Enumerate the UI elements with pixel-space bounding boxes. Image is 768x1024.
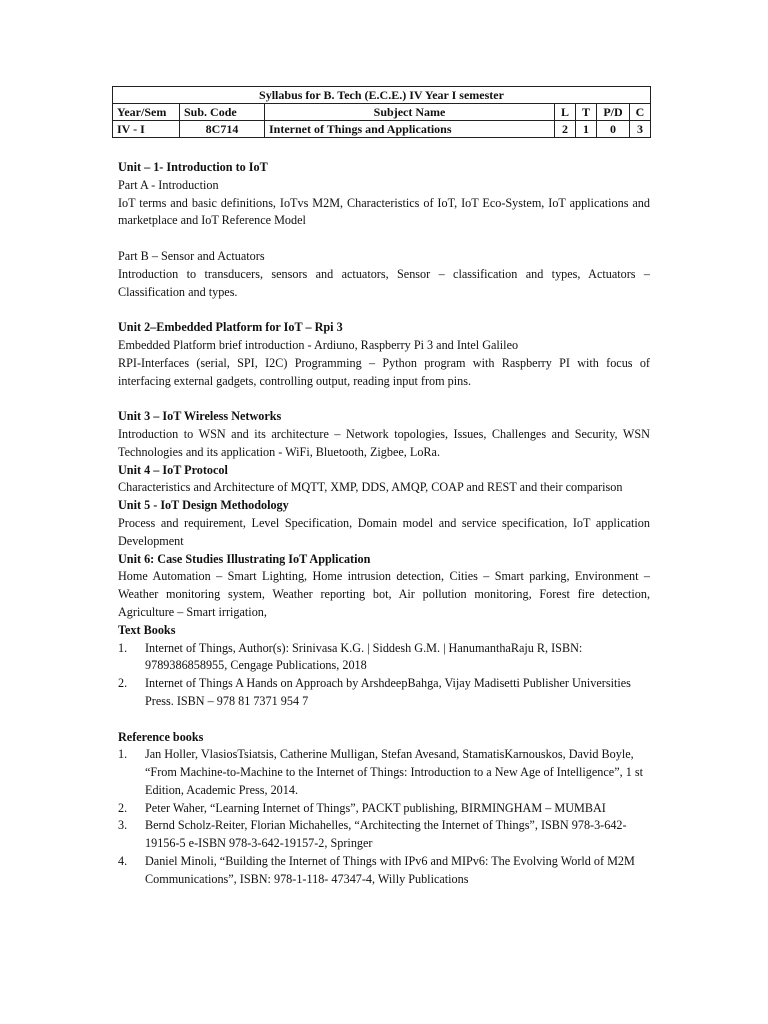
- unit4-text: Characteristics and Architecture of MQTT, XMP, DDS, AMQP, COAP and REST and their comparison: [118, 480, 623, 495]
- unit6-text: Home Automation – Smart Lighting, Home intrusion detection, Cities – Smart parking, Environment – Weather monitoring system, Weather reporting bot, Air pollution monitoring, Forest fire detection, Agriculture – Smart irrigation,: [118, 569, 650, 619]
- list-item: [118, 853, 650, 889]
- header-c: C: [630, 104, 651, 121]
- list-number: 2.: [118, 676, 128, 691]
- list-number: 4.: [118, 854, 128, 869]
- header-subject-name: Subject Name: [265, 104, 555, 121]
- list-item-text: Internet of Things A Hands on Approach by ArshdeepBahga, Vijay Madisetti Publisher Universities Press. ISBN – 978 81 7371 954 7: [145, 676, 631, 708]
- textbooks-heading: Text Books: [118, 622, 176, 637]
- references-list: [118, 746, 650, 888]
- list-item-text: Jan Holler, VlasiosTsiatsis, Catherine Mulligan, Stefan Avesand, StamatisKarnouskos, David Boyle, “From Machine-to-Machine to the Internet of Things: Introduction to a New Age of Intelligence”, 1 st Edition, Academic Press, 2014.: [145, 747, 643, 797]
- textbooks-list: [118, 640, 650, 711]
- list-item: [118, 800, 650, 818]
- list-item-text: Daniel Minoli, “Building the Internet of Things with IPv6 and MIPv6: The Evolving World of M2M Communications”, ISBN: 978-1-118- 47347-4, Willy Publications: [145, 854, 635, 886]
- list-number: 2.: [118, 800, 128, 815]
- table-row: [113, 121, 651, 138]
- unit1-parta-title: Part A - Introduction: [118, 177, 219, 192]
- cell-sub-code: 8C714: [180, 121, 265, 138]
- unit2-line2: RPI-Interfaces (serial, SPI, I2C) Programming – Python program with Raspberry PI with focus of interfacing external gadgets, controlling output, reading input from pins.: [118, 355, 650, 388]
- unit1-partb-title: Part B – Sensor and Actuators: [118, 248, 265, 263]
- unit6-heading: Unit 6: Case Studies Illustrating IoT Application: [118, 551, 371, 566]
- header-year-sem: Year/Sem: [113, 104, 180, 121]
- table-header-row: [113, 104, 651, 121]
- list-item: [118, 675, 650, 711]
- unit3-text: Introduction to WSN and its architecture – Network topologies, Issues, Challenges and Security, WSN Technologies and its application - WiFi, Bluetooth, Zigbee, LoRa.: [118, 426, 650, 459]
- unit5-text: Process and requirement, Level Specification, Domain model and service specification, IoT application Development: [118, 515, 650, 548]
- unit1-partb-text: Introduction to transducers, sensors and actuators, Sensor – classification and types, Actuators – Classification and types.: [118, 266, 650, 299]
- header-l: L: [555, 104, 576, 121]
- unit4-heading: Unit 4 – IoT Protocol: [118, 462, 228, 477]
- unit1-parta-text: IoT terms and basic definitions, IoTvs M2M, Characteristics of IoT, IoT Eco-System, IoT applications and marketplace and IoT Reference Model: [118, 195, 650, 228]
- unit3-heading: Unit 3 – IoT Wireless Networks: [118, 409, 282, 424]
- cell-l: 2: [555, 121, 576, 138]
- header-sub-code: Sub. Code: [180, 104, 265, 121]
- unit2-line1: Embedded Platform brief introduction - Ardiuno, Raspberry Pi 3 and Intel Galileo: [118, 337, 519, 352]
- header-t: T: [576, 104, 597, 121]
- list-item: [118, 817, 650, 853]
- syllabus-table: [112, 86, 651, 138]
- cell-subject-name: Internet of Things and Applications: [265, 121, 555, 138]
- list-item: [118, 746, 650, 799]
- cell-pd: 0: [597, 121, 630, 138]
- references-heading: Reference books: [118, 729, 204, 744]
- list-item-text: Peter Waher, “Learning Internet of Things”, PACKT publishing, BIRMINGHAM – MUMBAI: [145, 800, 606, 815]
- list-item-text: Internet of Things, Author(s): Srinivasa K.G. | Siddesh G.M. | HanumanthaRaju R, ISBN: 9789386858955, Cengage Publications, 2018: [145, 640, 583, 673]
- unit5-heading: Unit 5 - IoT Design Methodology: [118, 498, 289, 513]
- list-item: [118, 640, 650, 676]
- list-number: 1.: [118, 640, 128, 655]
- cell-year-sem: IV - I: [113, 121, 180, 138]
- list-number: 3.: [118, 818, 128, 833]
- unit2-heading: Unit 2–Embedded Platform for IoT – Rpi 3: [118, 320, 343, 335]
- table-title: Syllabus for B. Tech (E.C.E.) IV Year I semester: [113, 87, 651, 104]
- list-number: 1.: [118, 747, 128, 762]
- cell-t: 1: [576, 121, 597, 138]
- cell-c: 3: [630, 121, 651, 138]
- header-pd: P/D: [597, 104, 630, 121]
- syllabus-content: [118, 159, 650, 889]
- list-item-text: Bernd Scholz-Reiter, Florian Michahelles, “Architecting the Internet of Things”, ISBN 978-3-642-19156-5 e-ISBN 978-3-642-19157-2, Springer: [145, 818, 627, 851]
- unit1-heading: Unit – 1- Introduction to IoT: [118, 160, 268, 174]
